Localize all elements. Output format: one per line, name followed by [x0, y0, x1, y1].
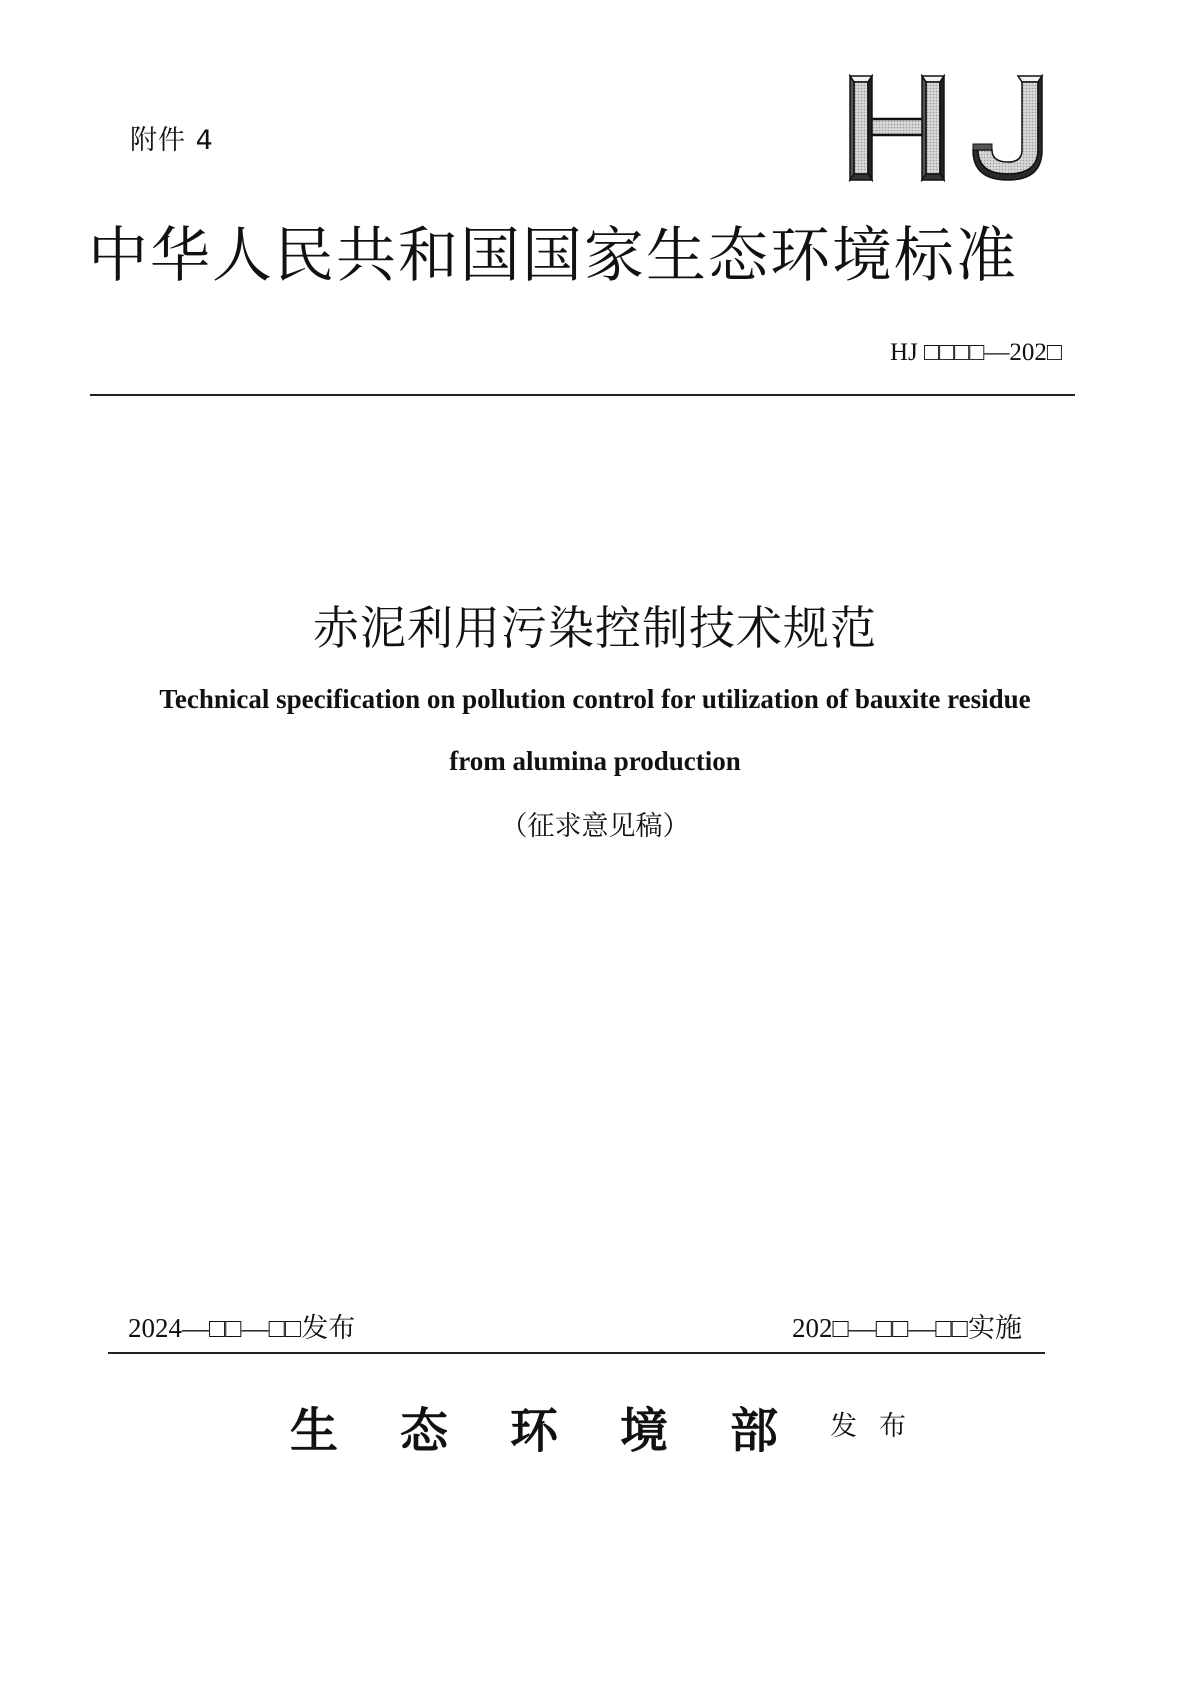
document-title-en-line1: Technical specification on pollution control for utilization of bauxite residue [159, 684, 1031, 714]
hj-logo [842, 72, 1052, 184]
document-title-en-line2: from alumina production [449, 746, 741, 776]
document-title-cn: 赤泥利用污染控制技术规范 [313, 601, 877, 655]
draft-status: （征求意见稿） [500, 811, 690, 842]
bottom-divider [108, 1352, 1045, 1354]
implementation-date: 202□—□□—□□实施 [791, 1313, 1022, 1343]
standard-category-title: 中华人民共和国国家生态环境标准 [88, 221, 1018, 291]
ministry-name: 生态环境部 [290, 1403, 841, 1459]
standard-number: HJ □□□□—202□ [889, 339, 1062, 366]
publish-label: 发布 [830, 1411, 928, 1442]
top-divider [90, 394, 1075, 396]
issue-date: 2024—□□—□□发布 [128, 1313, 356, 1343]
attachment-label: 附件 4 [130, 125, 214, 156]
